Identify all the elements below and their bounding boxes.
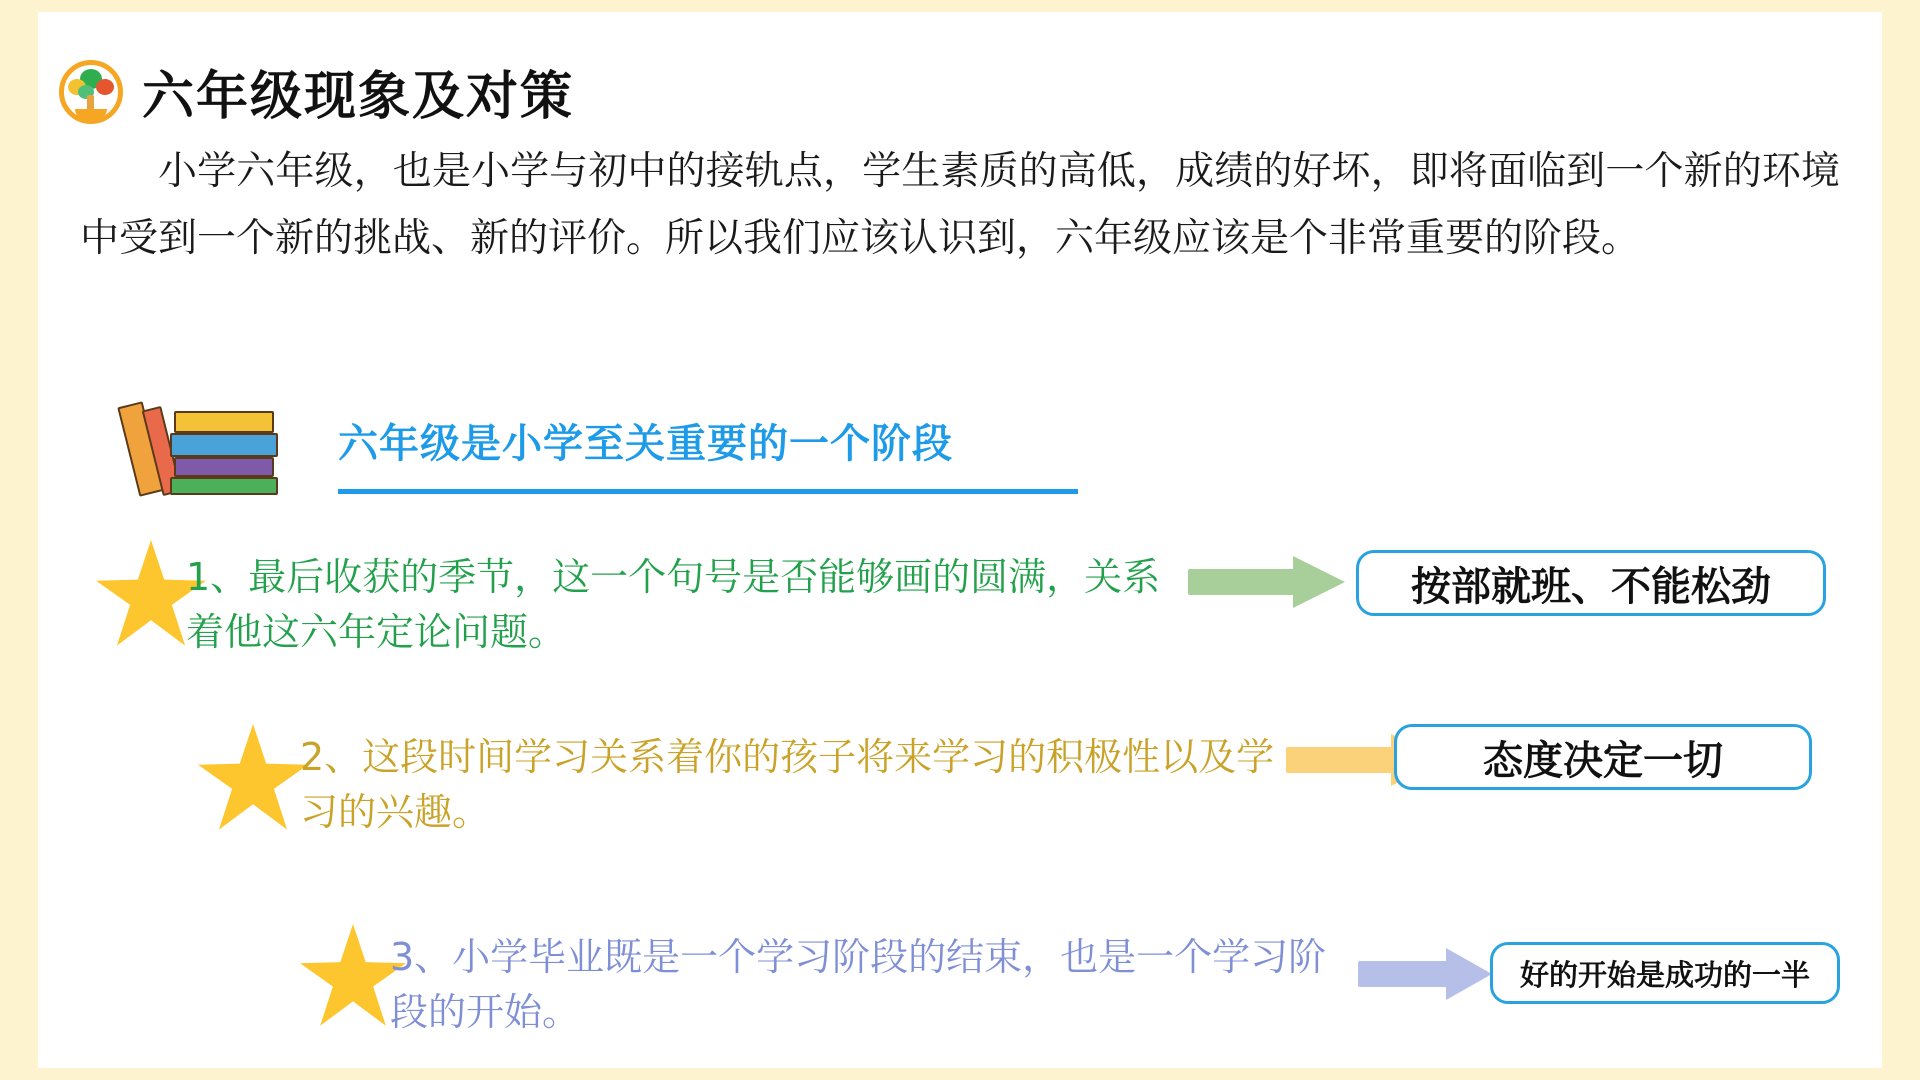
point-text-2: 2、这段时间学习关系着你的孩子将来学习的积极性以及学习的兴趣。: [300, 735, 1275, 835]
section-subtitle: 六年级是小学至关重要的一个阶段: [338, 421, 953, 467]
callout-box-3: 好的开始是成功的一半: [1490, 942, 1840, 1004]
page-title: 六年级现象及对策: [142, 67, 575, 127]
point-text-3: 3、小学毕业既是一个学习阶段的结束，也是一个学习阶段的开始。: [390, 935, 1327, 1035]
subtitle-underline: [338, 489, 1078, 494]
slide-content-area: [38, 12, 1882, 1068]
callout-box-1: 按部就班、不能松劲: [1356, 550, 1826, 616]
stack-of-books-icon: [126, 397, 286, 497]
point-text-1: 1、最后收获的季节，这一个句号是否能够画的圆满，关系着他这六年定论问题。: [186, 555, 1161, 655]
title-row: [56, 54, 574, 129]
callout-box-2: 态度决定一切: [1394, 724, 1812, 790]
intro-paragraph: 小学六年级，也是小学与初中的接轨点，学生素质的高低，成绩的好坏，即将面临到一个新的环境中受到一个新的挑战、新的评价。所以我们应该认识到，六年级应该是个非常重要的阶段。: [80, 149, 1840, 262]
tree-logo-icon: [56, 57, 126, 127]
section-subtitle-wrap: [338, 412, 1078, 494]
